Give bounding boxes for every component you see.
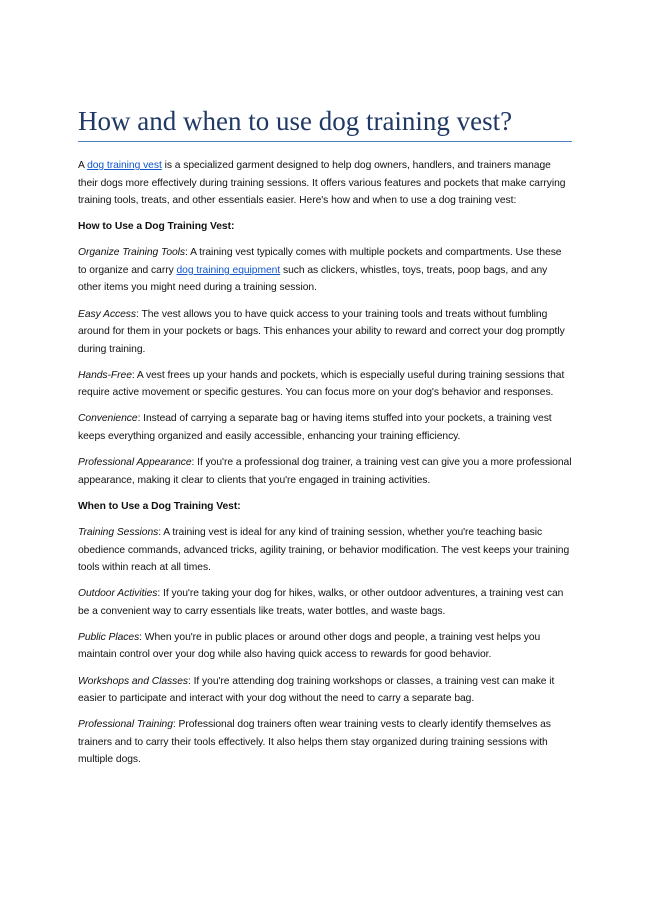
when-item-term: Outdoor Activities (78, 588, 158, 600)
how-to-use-heading: How to Use a Dog Training Vest: (78, 221, 235, 233)
how-item-term: Professional Appearance (78, 457, 192, 469)
how-item-term: Hands-Free (78, 369, 132, 381)
document-body (78, 157, 572, 777)
when-item-public-places (78, 629, 572, 664)
when-to-use-heading: When to Use a Dog Training Vest: (78, 500, 241, 512)
when-item-text: : When you're in public places or around other dogs and people, a training vest helps you maintain control over your dog while also having quick access to rewards for good behavior. (78, 631, 541, 661)
when-item-text: : If you're taking your dog for hikes, walks, or other outdoor adventures, a training vest can be a convenient way to carry essentials like treats, water bottles, and waste bags. (78, 588, 564, 617)
title-underline-rule (78, 141, 572, 142)
when-item-outdoor-activities (78, 585, 572, 620)
how-item-text: : If you're a professional dog trainer, a training vest can give you a more professional appearance, making it clear to clients that you're engaged in training activities. (78, 457, 572, 486)
how-item-convenience (78, 410, 572, 445)
how-item-text: : A training vest typically comes with multiple pockets and compartments. Use these to organize and carry (78, 247, 562, 276)
when-item-text: : If you're attending dog training workshops or classes, a training vest can make it easier to participate and interact with your dog without the need to carry a separate bag. (78, 675, 555, 705)
page-title: How and when to use dog training vest? (78, 106, 513, 136)
how-item-text: : A vest frees up your hands and pockets, which is especially useful during training sessions that require active movement or specific gestures. You can focus more on your dog's behavior and responses. (78, 369, 565, 399)
how-item-organize-training-tools (78, 244, 572, 297)
when-item-professional-training (78, 716, 572, 769)
when-item-term: Workshops and Classes (78, 675, 188, 687)
intro-text: is a specialized garment designed to help dog owners, handlers, and trainers manage their dogs more effectively during training sessions. It offers various features and pockets that make carrying training tools, treats, and other essentials easier. Here's how and when to use a dog training vest: (78, 160, 566, 206)
when-item-term: Public Places (78, 631, 140, 643)
when-item-term: Professional Training (78, 719, 173, 731)
when-item-text: : Professional dog trainers often wear training vests to clearly identify themselves as trainers and to carry their tools effectively. It also helps them stay organized during training sessions with multiple dogs. (78, 719, 551, 766)
dog-training-equipment-link[interactable]: dog training equipment (176, 264, 281, 276)
intro-prefix: A (78, 160, 88, 171)
how-item-term: Organize Training Tools (78, 247, 186, 259)
when-item-text: : A training vest is ideal for any kind of training session, whether you're teaching basic obedience commands, advanced tricks, agility training, or behavior modification. The vest keeps your training tools within reach at all times. (78, 527, 570, 573)
how-item-term: Convenience (78, 413, 138, 425)
how-item-text: such as clickers, whistles, toys, treats, poop bags, and any other items you might need during a training session. (78, 264, 548, 294)
when-item-training-sessions (78, 524, 572, 577)
dog-training-vest-link[interactable]: dog training vest (87, 160, 162, 171)
how-item-term: Easy Access (78, 308, 137, 320)
how-item-professional-appearance (78, 454, 572, 489)
how-item-text: : The vest allows you to have quick access to your training tools and treats without fumbling around for them in your pockets or bags. This enhances your ability to reward and correct your dog promptly during training. (78, 308, 565, 355)
how-item-text: : Instead of carrying a separate bag or having items stuffed into your pockets, a training vest keeps everything organized and easily accessible, enhancing your training efficiency. (78, 413, 552, 442)
when-item-workshops-and-classes (78, 673, 572, 708)
how-item-hands-free (78, 367, 572, 402)
intro-paragraph (78, 157, 572, 210)
how-item-easy-access (78, 306, 572, 359)
when-item-term: Training Sessions (78, 527, 159, 538)
